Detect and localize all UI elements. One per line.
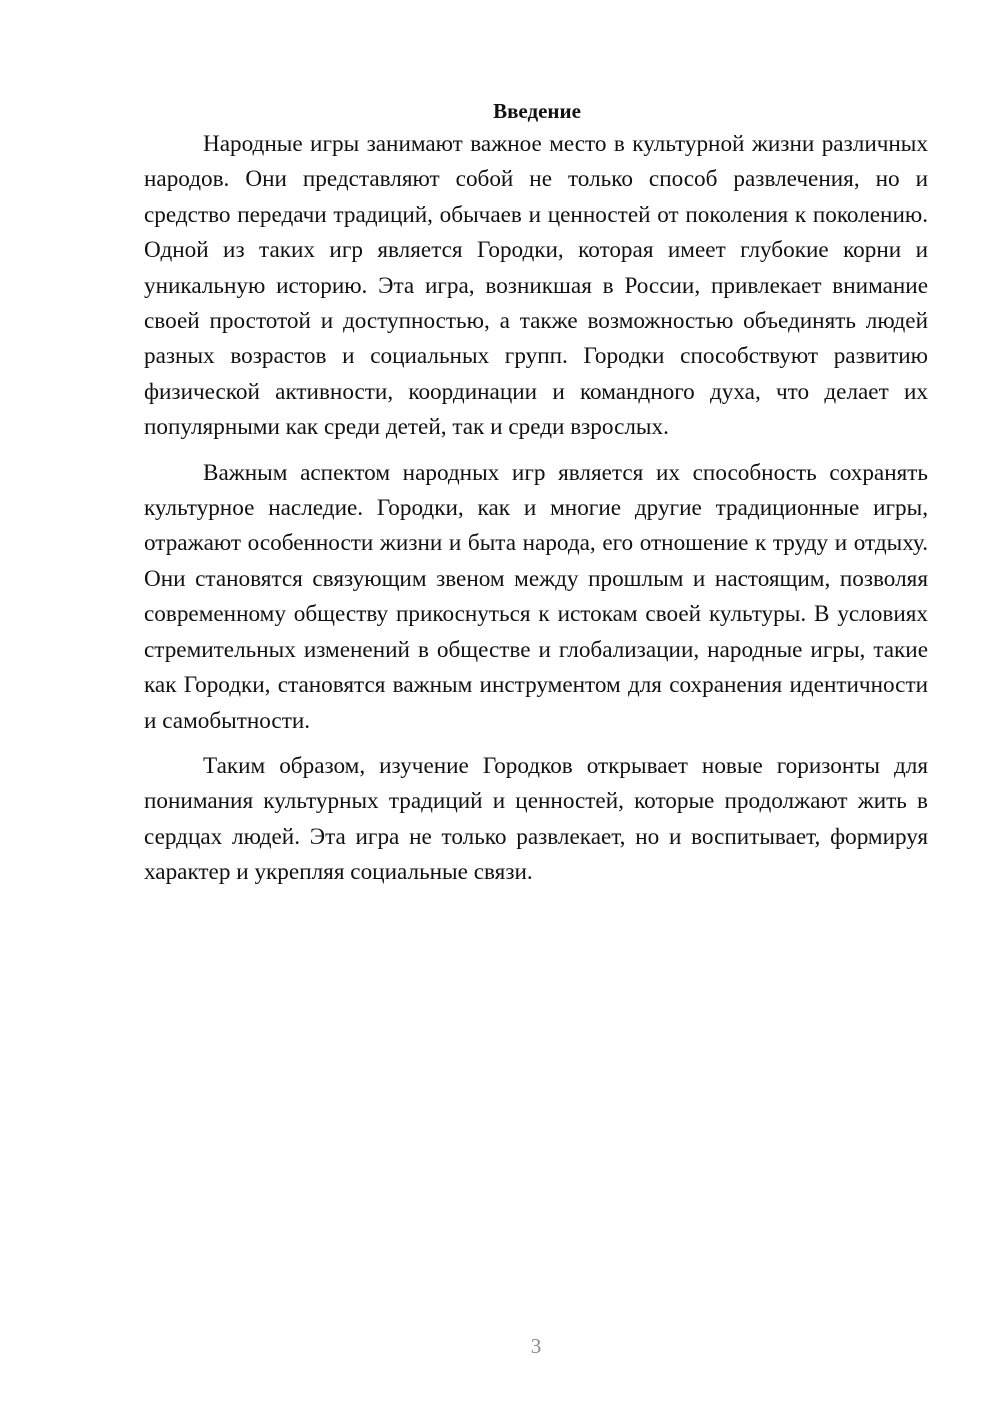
paragraph-3: Таким образом, изучение Городков открывает новые горизонты для понимания культурных традиций и ценностей, которые продолжают жить в сердцах людей. Эта игра не только развлекает, но и воспитывает, формируя характер и укрепляя социальные связи.: [144, 752, 928, 886]
paragraph-2: Важным аспектом народных игр является их способность сохранять культурное наследие. Городки, как и многие другие традиционные игры, отражают особенности жизни и быта народа, его отношение к труду и отдыху. Они становятся связующим звеном между прошлым и настоящим, позволяя современному обществу прикоснуться к истокам своей культуры. В условиях стремительных изменений в обществе и глобализации, народные игры, такие как Городки, становятся важным инструментом для сохранения идентичности и самобытности.: [144, 459, 928, 734]
page-content: [144, 96, 928, 901]
section-heading: Введение: [493, 99, 581, 123]
paragraph-1: Народные игры занимают важное место в культурной жизни различных народов. Они представляют собой не только способ развлечения, но и средство передачи традиций, обычаев и ценностей от поколения к поколению. Одной из таких игр является Городки, которая имеет глубокие корни и уникальную историю. Эта игра, возникшая в России, привлекает внимание своей простотой и доступностью, а также возможностью объединять людей разных возрастов и социальных групп. Городки способствуют развитию физической активности, координации и командного духа, что делает их популярными как среди детей, так и среди взрослых.: [144, 131, 928, 441]
page-number: 3: [530, 1334, 542, 1358]
